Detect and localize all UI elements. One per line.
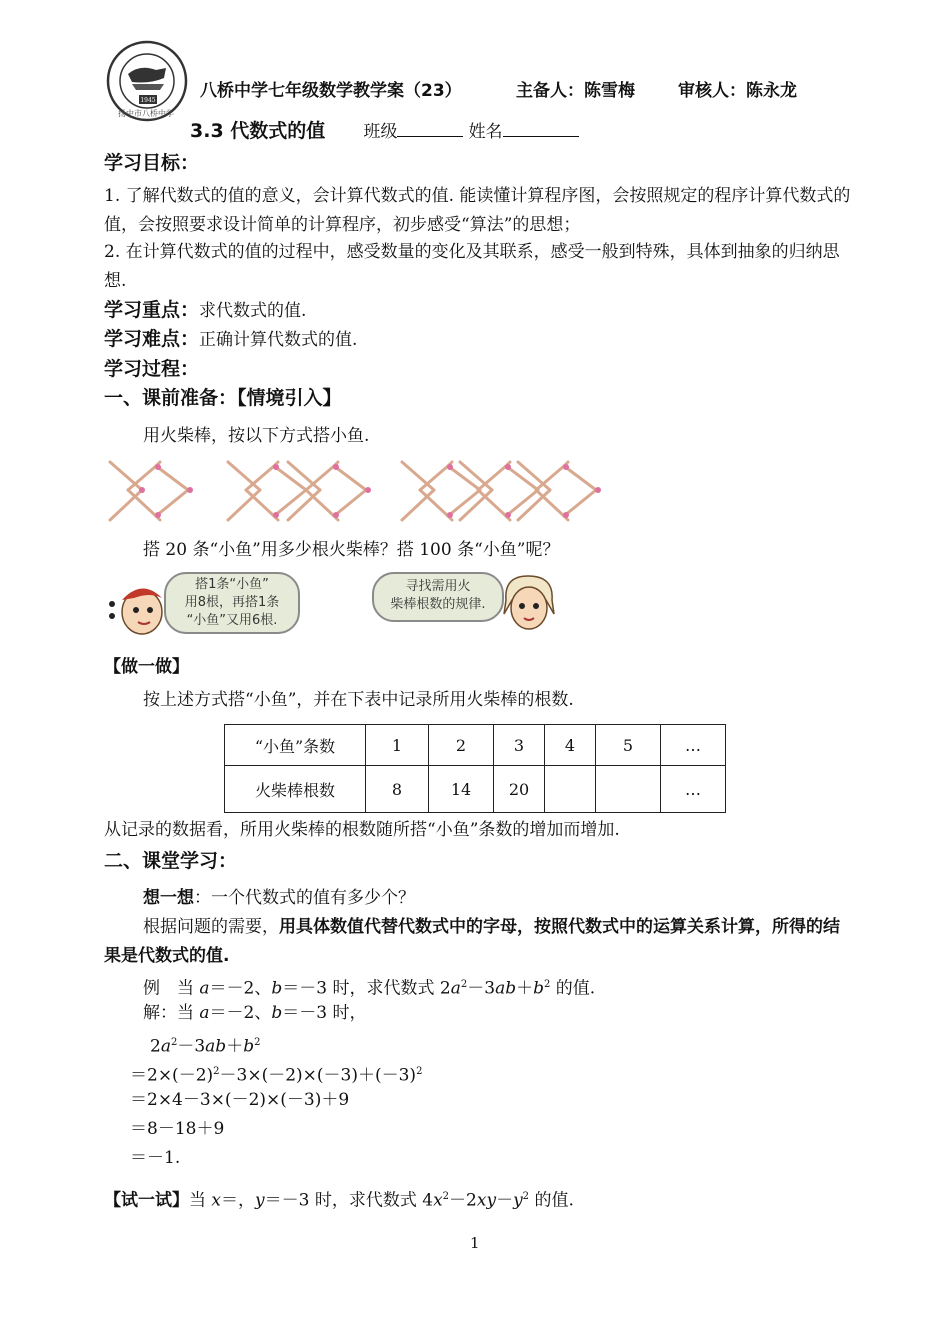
conclusion-text: 从记录的数据看，所用火柴棒的根数随所搭“小鱼”条数的增加而增加. [104,820,620,840]
table-cell: … [661,766,726,813]
try-label: 【试一试】 [104,1190,189,1211]
class-blank[interactable] [397,122,463,137]
try-line: 【试一试】当 x＝，y＝－3 时，求代数式 $4x^2-2xy-y^2$ 的值. [104,1190,574,1211]
table-cell: 20 [494,766,545,813]
table-cell: 3 [494,725,545,766]
objective-1: 1. 了解代数式的值的意义，会计算代数式的值. 能读懂计算程序图，会按照规定的程序计算代数式的值，会按照要求设计简单的计算程序，初步感受“算法”的思想； [104,186,851,235]
section2-heading: 二、课堂学习： [104,850,238,872]
difficulty-label: 学习难点： [104,328,200,350]
header-reviewer: 审核人：陈永龙 [678,81,797,101]
definition-paragraph [104,913,852,971]
solution-intro: 解：当 a＝－2、b＝－3 时， [143,1003,367,1023]
table-cell: 2 [429,725,494,766]
doit-heading: 【做一做】 [104,657,189,677]
definition-bold: 用具体数值代替代数式中的字母，按照代数式中的运算关系计算，所得的结果是代数式的值. [104,917,840,966]
hint-bubble-1 [164,572,300,634]
table-cell[interactable] [545,766,596,813]
solution-step-2: $=2\times(-2)^2-3\times(-2)\times(-3)+(-3)^2$ [130,1065,423,1086]
doit-text: 按上述方式搭“小鱼”，并在下表中记录所用火柴棒的根数. [143,690,574,710]
difficulty-text: 正确计算代数式的值. [199,330,358,350]
difficulty-line [104,325,357,355]
seal-text-label: 扬中市八桥中学 [118,109,174,118]
table-cell: “小鱼”条数 [225,725,366,766]
bubble1-line3: “小鱼”又用6根. [186,613,278,628]
objective-2: 2. 在计算代数式的值的过程中，感受数量的变化及其联系，感受一般到特殊，具体到抽象的归纳思想. [104,242,840,291]
hint-bubble-2 [372,572,504,622]
page-number: 1 [470,1234,480,1252]
solution-text: 解：当 [143,1003,200,1023]
example-text: 例 当 [143,978,200,999]
table-cell: 14 [429,766,494,813]
table-cell: 火柴棒根数 [225,766,366,813]
table-cell: 4 [545,725,596,766]
class-label: 班级 [363,122,398,142]
seal-text [118,108,174,119]
table-cell: 1 [366,725,429,766]
matchstick-fish-figure [106,452,606,532]
solution-text: ＝2×(－2) [130,1065,214,1086]
table-cell[interactable] [596,766,661,813]
example-text: ＝－2、 [209,978,272,999]
lesson-title-line [190,116,579,143]
solution-text: ＝－3 时， [282,1003,367,1023]
try-text: ＝－3 时，求代数式 4 [264,1190,434,1211]
try-text: 当 [189,1190,212,1211]
header-title: 八桥中学七年级数学教学案（23） [200,81,462,101]
table-cell: 5 [596,725,661,766]
try-text: 的值. [529,1190,574,1211]
objectives-heading: 学习目标： [104,152,200,174]
focus-label: 学习重点： [104,299,200,321]
try-text: ＝， [221,1190,255,1211]
example-text: 的值. [550,978,596,999]
process-heading: 学习过程： [104,358,200,380]
think-text: ：一个代数式的值有多少个？ [194,888,415,908]
bubble2-line1: 寻找需用火 [405,579,471,594]
table-cell: 8 [366,766,429,813]
table-cell: … [661,725,726,766]
bubble1-line2: 用8根，再搭1条 [184,595,280,610]
solution-step-1: $2a^2-3ab+b^2$ [150,1036,261,1057]
name-label: 姓名 [468,122,503,142]
solution-text: －3×(－2)×(－3)＋(－3) [219,1065,417,1086]
lesson-title: 3.3 代数式的值 [190,120,326,142]
example-text: ＝－3 时，求代数式 2 [282,978,451,999]
girl-cartoon [498,570,560,636]
focus-line [104,296,306,326]
header-preparer: 主备人：陈雪梅 [516,81,635,101]
seal-year: 1945 [140,97,156,104]
definition-lead: 根据问题的需要， [143,917,279,937]
solution-step-4: ＝8－18＋9 [130,1119,225,1139]
question-text: 搭 20 条“小鱼”用多少根火柴棒？搭 100 条“小鱼”呢？ [143,540,560,560]
example-prompt: 例 当 a＝－2、b＝－3 时，求代数式 $2a^2-3ab+b^2$ 的值. [143,978,596,999]
boy-cartoon [104,576,166,638]
solution-text: ＝－2、 [209,1003,272,1023]
solution-step-3: ＝2×4－3×(－2)×(－3)＋9 [130,1090,350,1110]
intro-text: 用火柴棒，按以下方式搭小鱼. [143,426,370,446]
section1-heading: 一、课前准备：【情境引入】 [104,387,342,409]
think-label: 想一想 [143,888,194,908]
table-row [225,725,726,766]
think-line [143,884,415,913]
table-row [225,766,726,813]
name-blank[interactable] [503,122,579,137]
bubble1-line1: 搭1条“小鱼” [195,577,269,592]
bubble2-line2: 柴棒根数的规律. [390,597,486,612]
solution-step-5: ＝－1. [130,1148,181,1168]
focus-text: 求代数式的值. [199,301,307,321]
record-table [224,724,726,813]
